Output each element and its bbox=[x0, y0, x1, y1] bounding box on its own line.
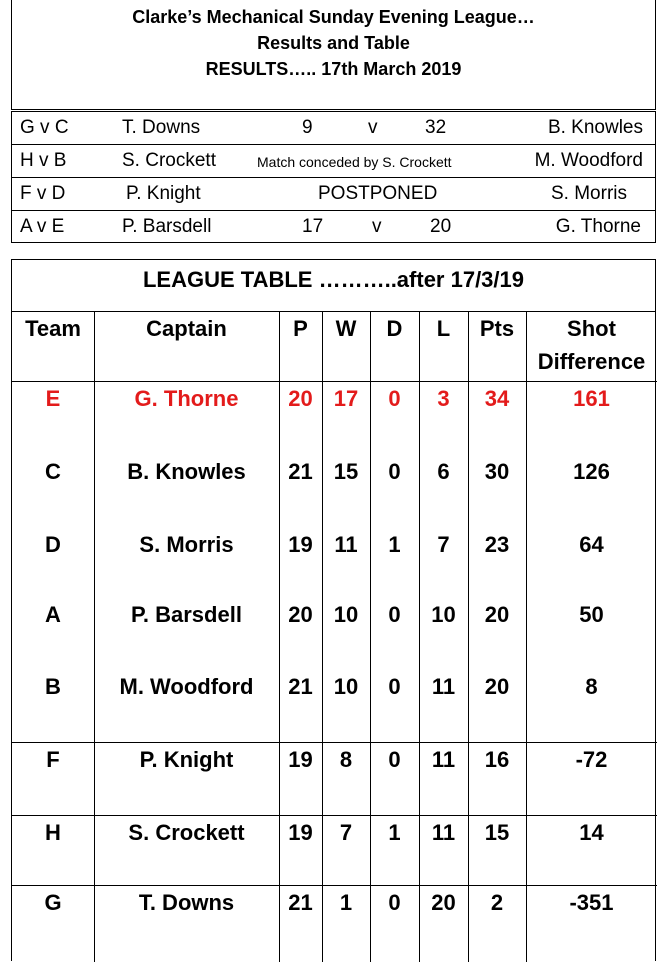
points: 30 bbox=[484, 459, 510, 484]
team-letter: E bbox=[45, 386, 61, 411]
row-divider bbox=[12, 885, 657, 886]
away-score: 20 bbox=[430, 216, 452, 237]
team-letter: A bbox=[45, 602, 61, 627]
league-table-title: LEAGUE TABLE ………..after 17/3/19 bbox=[12, 260, 655, 312]
won: 11 bbox=[334, 532, 358, 557]
row-divider bbox=[12, 381, 657, 382]
result-row bbox=[12, 178, 655, 211]
team-letter: C bbox=[45, 459, 61, 484]
home-captain: S. Crockett bbox=[122, 150, 216, 171]
shot-difference: -72 bbox=[575, 747, 608, 772]
captain-name: S. Crockett bbox=[128, 820, 245, 845]
captain-name: T. Downs bbox=[138, 890, 235, 915]
away-score: 32 bbox=[425, 117, 447, 138]
result-note: Match conceded by S. Crockett bbox=[257, 154, 452, 170]
header-team: Team bbox=[25, 316, 81, 341]
drawn: 1 bbox=[388, 820, 401, 845]
team-letter: F bbox=[46, 747, 60, 772]
shot-difference: -351 bbox=[569, 890, 614, 915]
points: 23 bbox=[484, 532, 510, 557]
row-divider bbox=[12, 815, 657, 816]
drawn: 0 bbox=[388, 890, 401, 915]
points: 20 bbox=[484, 602, 510, 627]
versus: v bbox=[372, 216, 382, 237]
home-captain: P. Knight bbox=[126, 183, 201, 204]
header-difference: Difference bbox=[537, 349, 646, 374]
team-letter: H bbox=[45, 820, 61, 845]
results-list bbox=[11, 111, 656, 243]
played: 19 bbox=[288, 820, 313, 845]
played: 20 bbox=[288, 386, 313, 411]
won: 7 bbox=[339, 820, 353, 845]
points: 15 bbox=[484, 820, 510, 845]
drawn: 0 bbox=[388, 747, 401, 772]
results-date-title: RESULTS….. 17th March 2019 bbox=[205, 59, 462, 79]
captain-name: P. Barsdell bbox=[131, 602, 242, 627]
row-divider bbox=[12, 742, 657, 743]
result-row bbox=[12, 211, 655, 244]
played: 19 bbox=[288, 747, 313, 772]
header-captain: Captain bbox=[146, 316, 227, 341]
home-score: 17 bbox=[302, 216, 324, 237]
shot-difference: 64 bbox=[579, 532, 604, 557]
captain-name: G. Thorne bbox=[134, 386, 239, 411]
team-letter: G bbox=[44, 890, 62, 915]
shot-difference: 126 bbox=[573, 459, 610, 484]
won: 10 bbox=[333, 674, 359, 699]
won: 8 bbox=[339, 747, 353, 772]
points: 20 bbox=[484, 674, 510, 699]
lost: 20 bbox=[431, 890, 456, 915]
drawn: 1 bbox=[388, 532, 401, 557]
points: 34 bbox=[484, 386, 510, 411]
team-letter: D bbox=[45, 532, 61, 557]
header-drawn: D bbox=[386, 316, 403, 341]
lost: 11 bbox=[431, 747, 456, 772]
drawn: 0 bbox=[388, 674, 401, 699]
document-subtitle: Results and Table bbox=[257, 33, 410, 53]
played: 20 bbox=[288, 602, 313, 627]
won: 1 bbox=[339, 890, 353, 915]
captain-name: P. Knight bbox=[139, 747, 234, 772]
home-captain: P. Barsdell bbox=[122, 216, 212, 237]
fixture: H v B bbox=[20, 150, 67, 171]
captain-name: S. Morris bbox=[139, 532, 234, 557]
header-shot: Shot bbox=[567, 316, 616, 341]
shot-difference: 14 bbox=[579, 820, 604, 845]
league-name: Clarke’s Mechanical Sunday Evening League… bbox=[132, 7, 535, 27]
versus: v bbox=[368, 117, 378, 138]
league-table bbox=[11, 259, 656, 961]
home-captain: T. Downs bbox=[122, 117, 201, 138]
lost: 10 bbox=[431, 602, 456, 627]
result-row bbox=[12, 145, 655, 178]
header-lost: L bbox=[436, 316, 451, 341]
points: 2 bbox=[490, 890, 504, 915]
lost: 3 bbox=[437, 386, 450, 411]
lost: 11 bbox=[431, 674, 456, 699]
fixture: F v D bbox=[20, 183, 66, 204]
won: 15 bbox=[333, 459, 359, 484]
fixture: A v E bbox=[20, 216, 65, 237]
header-points: Pts bbox=[479, 316, 515, 341]
captain-name: B. Knowles bbox=[127, 459, 246, 484]
played: 21 bbox=[288, 459, 313, 484]
away-captain: S. Morris bbox=[551, 183, 627, 204]
home-score: 9 bbox=[302, 117, 313, 138]
won: 10 bbox=[333, 602, 359, 627]
drawn: 0 bbox=[388, 459, 401, 484]
lost: 11 bbox=[431, 820, 456, 845]
drawn: 0 bbox=[388, 602, 401, 627]
away-captain: M. Woodford bbox=[534, 150, 643, 171]
lost: 7 bbox=[437, 532, 450, 557]
shot-difference: 50 bbox=[579, 602, 604, 627]
header-won: W bbox=[335, 316, 357, 341]
played: 21 bbox=[288, 674, 313, 699]
points: 16 bbox=[484, 747, 510, 772]
document-header bbox=[11, 0, 656, 110]
fixture: G v C bbox=[20, 117, 69, 138]
away-captain: B. Knowles bbox=[547, 117, 643, 138]
shot-difference: 161 bbox=[573, 386, 610, 411]
header-played: P bbox=[293, 316, 308, 341]
shot-difference: 8 bbox=[585, 674, 598, 699]
drawn: 0 bbox=[388, 386, 401, 411]
played: 21 bbox=[288, 890, 313, 915]
captain-name: M. Woodford bbox=[119, 674, 254, 699]
result-note: POSTPONED bbox=[318, 183, 438, 204]
away-captain: G. Thorne bbox=[555, 216, 641, 237]
played: 19 bbox=[288, 532, 313, 557]
lost: 6 bbox=[437, 459, 450, 484]
result-row bbox=[12, 112, 655, 145]
won: 17 bbox=[333, 386, 359, 411]
team-letter: B bbox=[45, 674, 61, 699]
